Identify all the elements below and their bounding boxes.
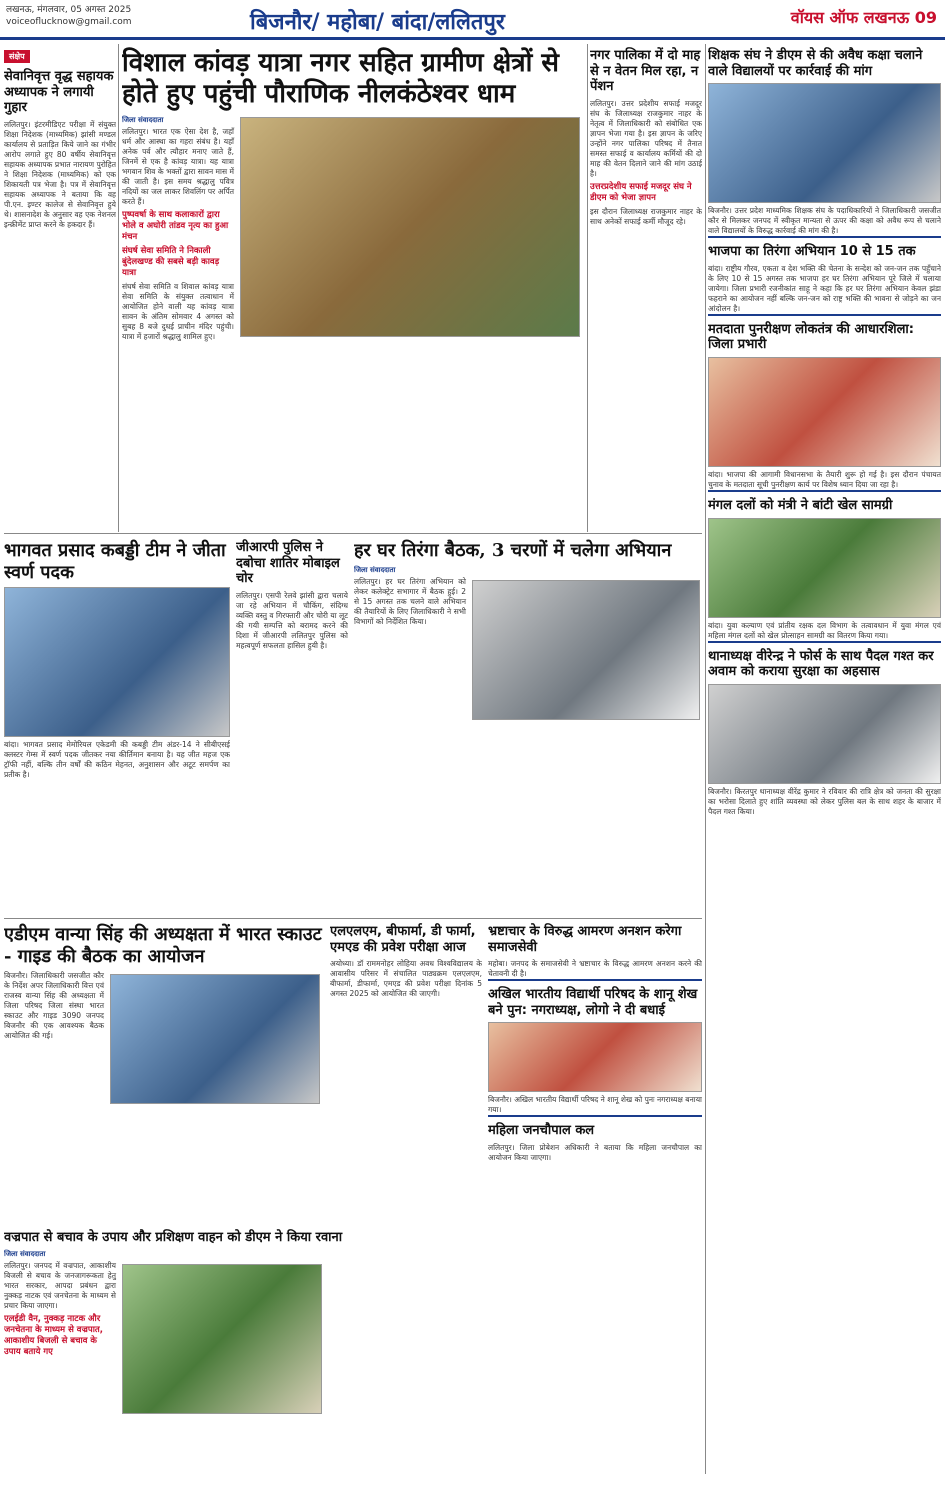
van-photo [122, 1264, 322, 1414]
story-headline: नगर पालिका में दो माह से न वेतन मिल रहा, न पेंशन [590, 48, 701, 95]
row-rule [4, 533, 702, 534]
column-rule [705, 44, 706, 1474]
column-rule [118, 44, 119, 532]
column-rule [587, 44, 588, 532]
police-photo [708, 684, 941, 784]
story-headline: सेवानिवृत्त वृद्ध सहायक अध्यापक ने लगायी गुहार [4, 69, 114, 116]
story-body: ललितपुर। एसपी रेलवे झांसी द्वारा चलाये जा रहे अभियान में चौकिंग, संदिग्ध व्यक्ति वस्तु व गिरफ्तारी और चोरी या लूट की गयी सम्पत्ति को बरामद करने की दिशा में जीआरपी ललितपुर पुलिस को महत्वपूर्ण सफलता हासिल हुयी है। [236, 590, 348, 650]
story-body: ललितपुर। जिला प्रोबेशन अधिकारी ने बताया कि महिला जनचौपाल का आयोजन किया जाएगा। [488, 1142, 702, 1162]
masthead [0, 0, 945, 40]
right-column [708, 44, 941, 1474]
story-body: बांदा। भागवत प्रसाद मेमोरियल एकेडमी की कबड्डी टीम अंडर-14 ने सीबीएसई क्लस्टर गेम्स में स्वर्ण पदक जीतकर नया कीर्तिमान बनाया है। यह जीत महज एक ट्रॉफी नहीं, बल्कि तीन वर्षों की कठिन मेहनत, अनुशासन और अटूट समर्पण का प्रतीक है। [4, 740, 230, 780]
misc-stories [488, 920, 702, 1400]
story-body: बिजनौर। जिलाधिकारी जसजीत कौर के निर्देश अपर जिलाधिकारी वित्त एवं राजस्व वान्या सिंह की अध्यक्षता में जिला परिषद जिला संस्था भारत स्काउट और गाइड 3090 जनपद बिजनौर की एक आवश्यक बैठक आयोजित की गई। [4, 971, 104, 1041]
teachers-photo [708, 83, 941, 203]
date: लखनऊ, मंगलवार, 05 अगस्त 2025 [6, 5, 132, 15]
story-headline: महिला जनचौपाल कल [488, 1123, 595, 1139]
story-body: बांदा। भाजपा की आगामी विधानसभा के तैयारी शुरू हो गई है। इस दौरान पंचायत चुनाव के मतदाता सूची पुनरीक्षण कार्य पर विशेष ध्यान दिया जा रहा है। [708, 469, 941, 489]
story-body: ललितपुर। हर घर तिरंगा अभियान को लेकर कलेक्ट्रेट सभागार में बैठक हुई। 2 से 15 अगस्त तक चलने वाले अभियान की तैयारियों के लिए जिलाधिकारी ने सभी विभागों को निर्देशित किया। [354, 576, 466, 626]
story-subhead: एलईडी वैन, नुक्कड़ नाटक और जनचेतना के माध्यम से वज्रपात, आकाशीय बिजली से बचाव के उपाय बताये गए [4, 1313, 103, 1357]
brand-name: वॉयस ऑफ लखनऊ [790, 8, 910, 27]
main-story [122, 44, 584, 534]
story-headline: मंगल दलों को मंत्री ने बांटी खेल सामग्री [708, 497, 893, 513]
column-three [590, 44, 702, 534]
grp-story [236, 536, 348, 916]
story-body: बिजनौर। अखिल भारतीय विद्यार्थी परिषद ने शानू शेख को पुनः नगराध्यक्ष बनाया गया। [488, 1095, 702, 1115]
story-headline: भ्रष्टाचार के विरुद्ध आमरण अनशन करेगा समाजसेवी [488, 924, 682, 955]
meeting-photo [708, 357, 941, 467]
story-headline: मतदाता पुनरीक्षण लोकतंत्र की आधारशिला: जिला प्रभारी [708, 321, 914, 353]
story-body: बांदा। राष्ट्रीय गौरव, एकता व देश भक्ति की चेतना के सन्देश को जन-जन तक पहुँचाने के लिए 10 से 15 अगस्त तक भाजपा हर घर तिरंगा अभियान पूरे जिले में चलाया जायेगा। जिला प्रभारी रजनीकांत साहू ने कहा कि हर घर तिरंगा अभियान केवल झंडा फहराने का आयोजन नहीं बल्कि जन-जन को राष्ट्र भक्ति की भावना से जोड़ने का जन आंदोलन है। [708, 263, 941, 313]
story-headline: वज्रपात से बचाव के उपाय और प्रशिक्षण वाहन को डीएम ने किया रवाना [4, 1230, 343, 1245]
main-body: ललितपुर। भारत एक ऐसा देश है, जहाँ धर्म और आस्था का गहरा संबंध है। यहाँ अनेक पर्व और त्यौहार मनाए जाते हैं, जिनमें से एक है कांवड़ यात्रा। यह यात्रा भगवान शिव के भक्तों द्वारा सावन मास में की जाती है। इस समय श्रद्धालु पवित्र नदियों का जल लाकर शिवलिंग पर अर्पित करते हैं। [122, 127, 234, 207]
main-body: संघर्ष सेवा समिति व शिवाल कांवड़ यात्रा सेवा समिति के संयुक्त तत्वाधान में आयोजित होने वाली यह कांवड़ यात्रा सावन के अंतिम सोमवार 4 अगस्त को सुबह 8 बजे दुधई प्राचीन मंदिर पहुंची। यात्रा में हजारों श्रद्धालु शामिल हुए। [122, 282, 234, 342]
flood-story [4, 1226, 482, 1476]
story-body: ललितपुर। इंटरमीडिएट परीक्षा में संयुक्त शिक्षा निदेशक (माध्यमिक) झांसी मण्डल कार्यालय से प्रताड़ित किये जाने का गंभीर आरोप लगाते हुए 80 वर्षीय सेवानिवृत्त सहायक अध्यापक प्रभात नारायण पुरोहित ने शिक्षा निदेशक (माध्यमिक) को एक शिकायती पत्र भेजा है। पत्र में सेवानिवृत्त सहायक अध्यापक ने बताया कि वह पी.एन. इण्टर कालेज से सेवानिवृत्त हुये थे। शासनादेश के अनुसार वह एक नेशनल इन्क्रीमेंट प्राप्त करने के हकदार हैं। [4, 119, 116, 229]
tiranga-meeting-photo [472, 580, 700, 720]
exam-story [330, 920, 482, 1220]
page-number: 09 [914, 8, 937, 27]
story-headline: शिक्षक संघ ने डीएम से की अवैध कक्षा चलाने वाले विद्यालयों पर कार्रवाई की मांग [708, 48, 923, 79]
story-body: बिजनौर। किरतपुर थानाध्यक्ष वीरेंद्र कुमार ने रविवार की रात्रि क्षेत्र को जनता की सुरक्षा का भरोसा दिलाते हुए शांति व्यवस्था को लेकर पुलिस बल के साथ शहर के बाजार में पैदल गश्त किया। [708, 786, 941, 816]
main-headline: विशाल कांवड़ यात्रा नगर सहित ग्रामीण क्षेत्रों से होते हुए पहुंची पौराणिक नीलकंठेश्वर धाम [122, 48, 559, 110]
row-rule [4, 918, 702, 919]
kanwar-yatra-photo [240, 117, 580, 337]
email: voiceoflucknow@gmail.com [6, 17, 132, 27]
story-headline: भाजपा का तिरंगा अभियान 10 से 15 तक [708, 244, 916, 260]
desk-line: जिला संवाददाता [354, 565, 396, 574]
story-headline: एलएलएम, बीफार्मा, डी फार्मा, एमएड की प्रवेश परीक्षा आज [330, 924, 476, 955]
story-headline: एडीएम वान्या सिंह की अध्यक्षता में भारत स्काउट - गाइड की बैठक का आयोजन [4, 924, 322, 967]
kabaddi-photo [4, 587, 230, 737]
left-column [4, 44, 116, 524]
story-body: बांदा। युवा कल्याण एवं प्रांतीय रक्षक दल विभाग के तत्वावधान में युवा मंगल एवं महिला मंगल दलों को खेल प्रोत्साहन सामग्री का वितरण किया गया। [708, 620, 941, 640]
story-body: अयोध्या। डॉ राममनोहर लोहिया अवध विश्वविद्यालय के आवासीय परिसर में संचालित पाठ्यक्रम एलएलएम, बीफार्मा, डीफार्मा, एमएड की प्रवेश परीक्षा दिनांक 5 अगस्त 2025 को आयोजित की जाएगी। [330, 959, 482, 999]
story-subhead: उत्तरप्रदेशीय सफाई मजदूर संघ ने डीएम को भेजा ज्ञापन [590, 181, 692, 203]
main-subhead: संघर्ष सेवा समिति ने निकाली बुंदेलखण्ड की सबसे बड़ी कावड़ यात्रा [122, 246, 220, 279]
story-body: ललितपुर। जनपद में वज्रपात, आकाशीय बिजली से बचाव के जनजागरूकता हेतु भारत सरकार, आपदा प्रबंधन द्वारा नुक्कड़ नाटक एवं जनचेतना के माध्यम से प्रचार किया जाएगा। [4, 1260, 116, 1310]
masthead-info [6, 4, 132, 28]
story-headline: भागवत प्रसाद कबड्डी टीम ने जीता स्वर्ण पदक [4, 540, 226, 583]
kabaddi-story [4, 536, 230, 916]
story-body: बिजनौर। उत्तर प्रदेश माध्यमिक शिक्षक संघ के पदाधिकारियों ने जिलाधिकारी जसजीत कौर से मिलकर जनपद में स्वीकृत मान्यता से ऊपर की कक्षा को अवैध रूप से चलाने वाले विद्यालयों के विरुद्ध कार्रवाई की मांग की है। [708, 206, 941, 236]
sports-photo [708, 518, 941, 618]
story-headline: अखिल भारतीय विद्यार्थी परिषद के शानू शेख बने पुन: नगराध्यक्ष, लोगो ने दी बधाई [488, 987, 698, 1018]
story-body: इस दौरान जिलाध्यक्ष राजकुमार नाहर के साथ अनेकों सफाई कर्मी मौजूद रहे। [590, 206, 702, 226]
desk-line: जिला संवाददाता [122, 116, 164, 125]
scout-photo [110, 974, 320, 1104]
scout-story [4, 920, 324, 1220]
story-headline: हर घर तिरंगा बैठक, 3 चरणों में चलेगा अभियान [354, 540, 672, 561]
story-body: ललितपुर। उत्तर प्रदेशीय सफाई मजदूर संघ के जिलाध्यक्ष राजकुमार नाहर के नेतृत्व में जिलाधिकारी को संबोधित एक ज्ञापन भेजा गया है। इस ज्ञापन के जरिए उन्होंने नगर पालिका परिषद में तैनात समस्त सफाई व कार्यालय कर्मियों की दो माह की वेतन दिलाने जाने की मांग उठाई है। [590, 98, 702, 178]
story-headline: थानाध्यक्ष वीरेन्द्र ने फोर्स के साथ पैदल गश्त कर अवाम को कराया सुरक्षा का अहसास [708, 648, 934, 680]
brief-tag: संक्षेप [4, 50, 30, 63]
section-title: बिजनौर/ महोबा/ बांदा/ललितपुर [250, 9, 505, 35]
desk-line: जिला संवाददाता [4, 1249, 46, 1258]
story-body: महोबा। जनपद के समाजसेवी ने भ्रष्टाचार के विरुद्ध आमरण अनशन करने की चेतावनी दी है। [488, 959, 702, 979]
tiranga-story [354, 536, 702, 916]
story-headline: जीआरपी पुलिस ने दबोचा शातिर मोबाइल चोर [236, 540, 340, 587]
brand [791, 6, 937, 28]
abvp-photo [488, 1022, 702, 1092]
main-subhead: पुष्पवर्षा के साथ कलाकारों द्वारा भोले व अघोरी तांडव नृत्य का हुआ मंचन [122, 210, 229, 243]
